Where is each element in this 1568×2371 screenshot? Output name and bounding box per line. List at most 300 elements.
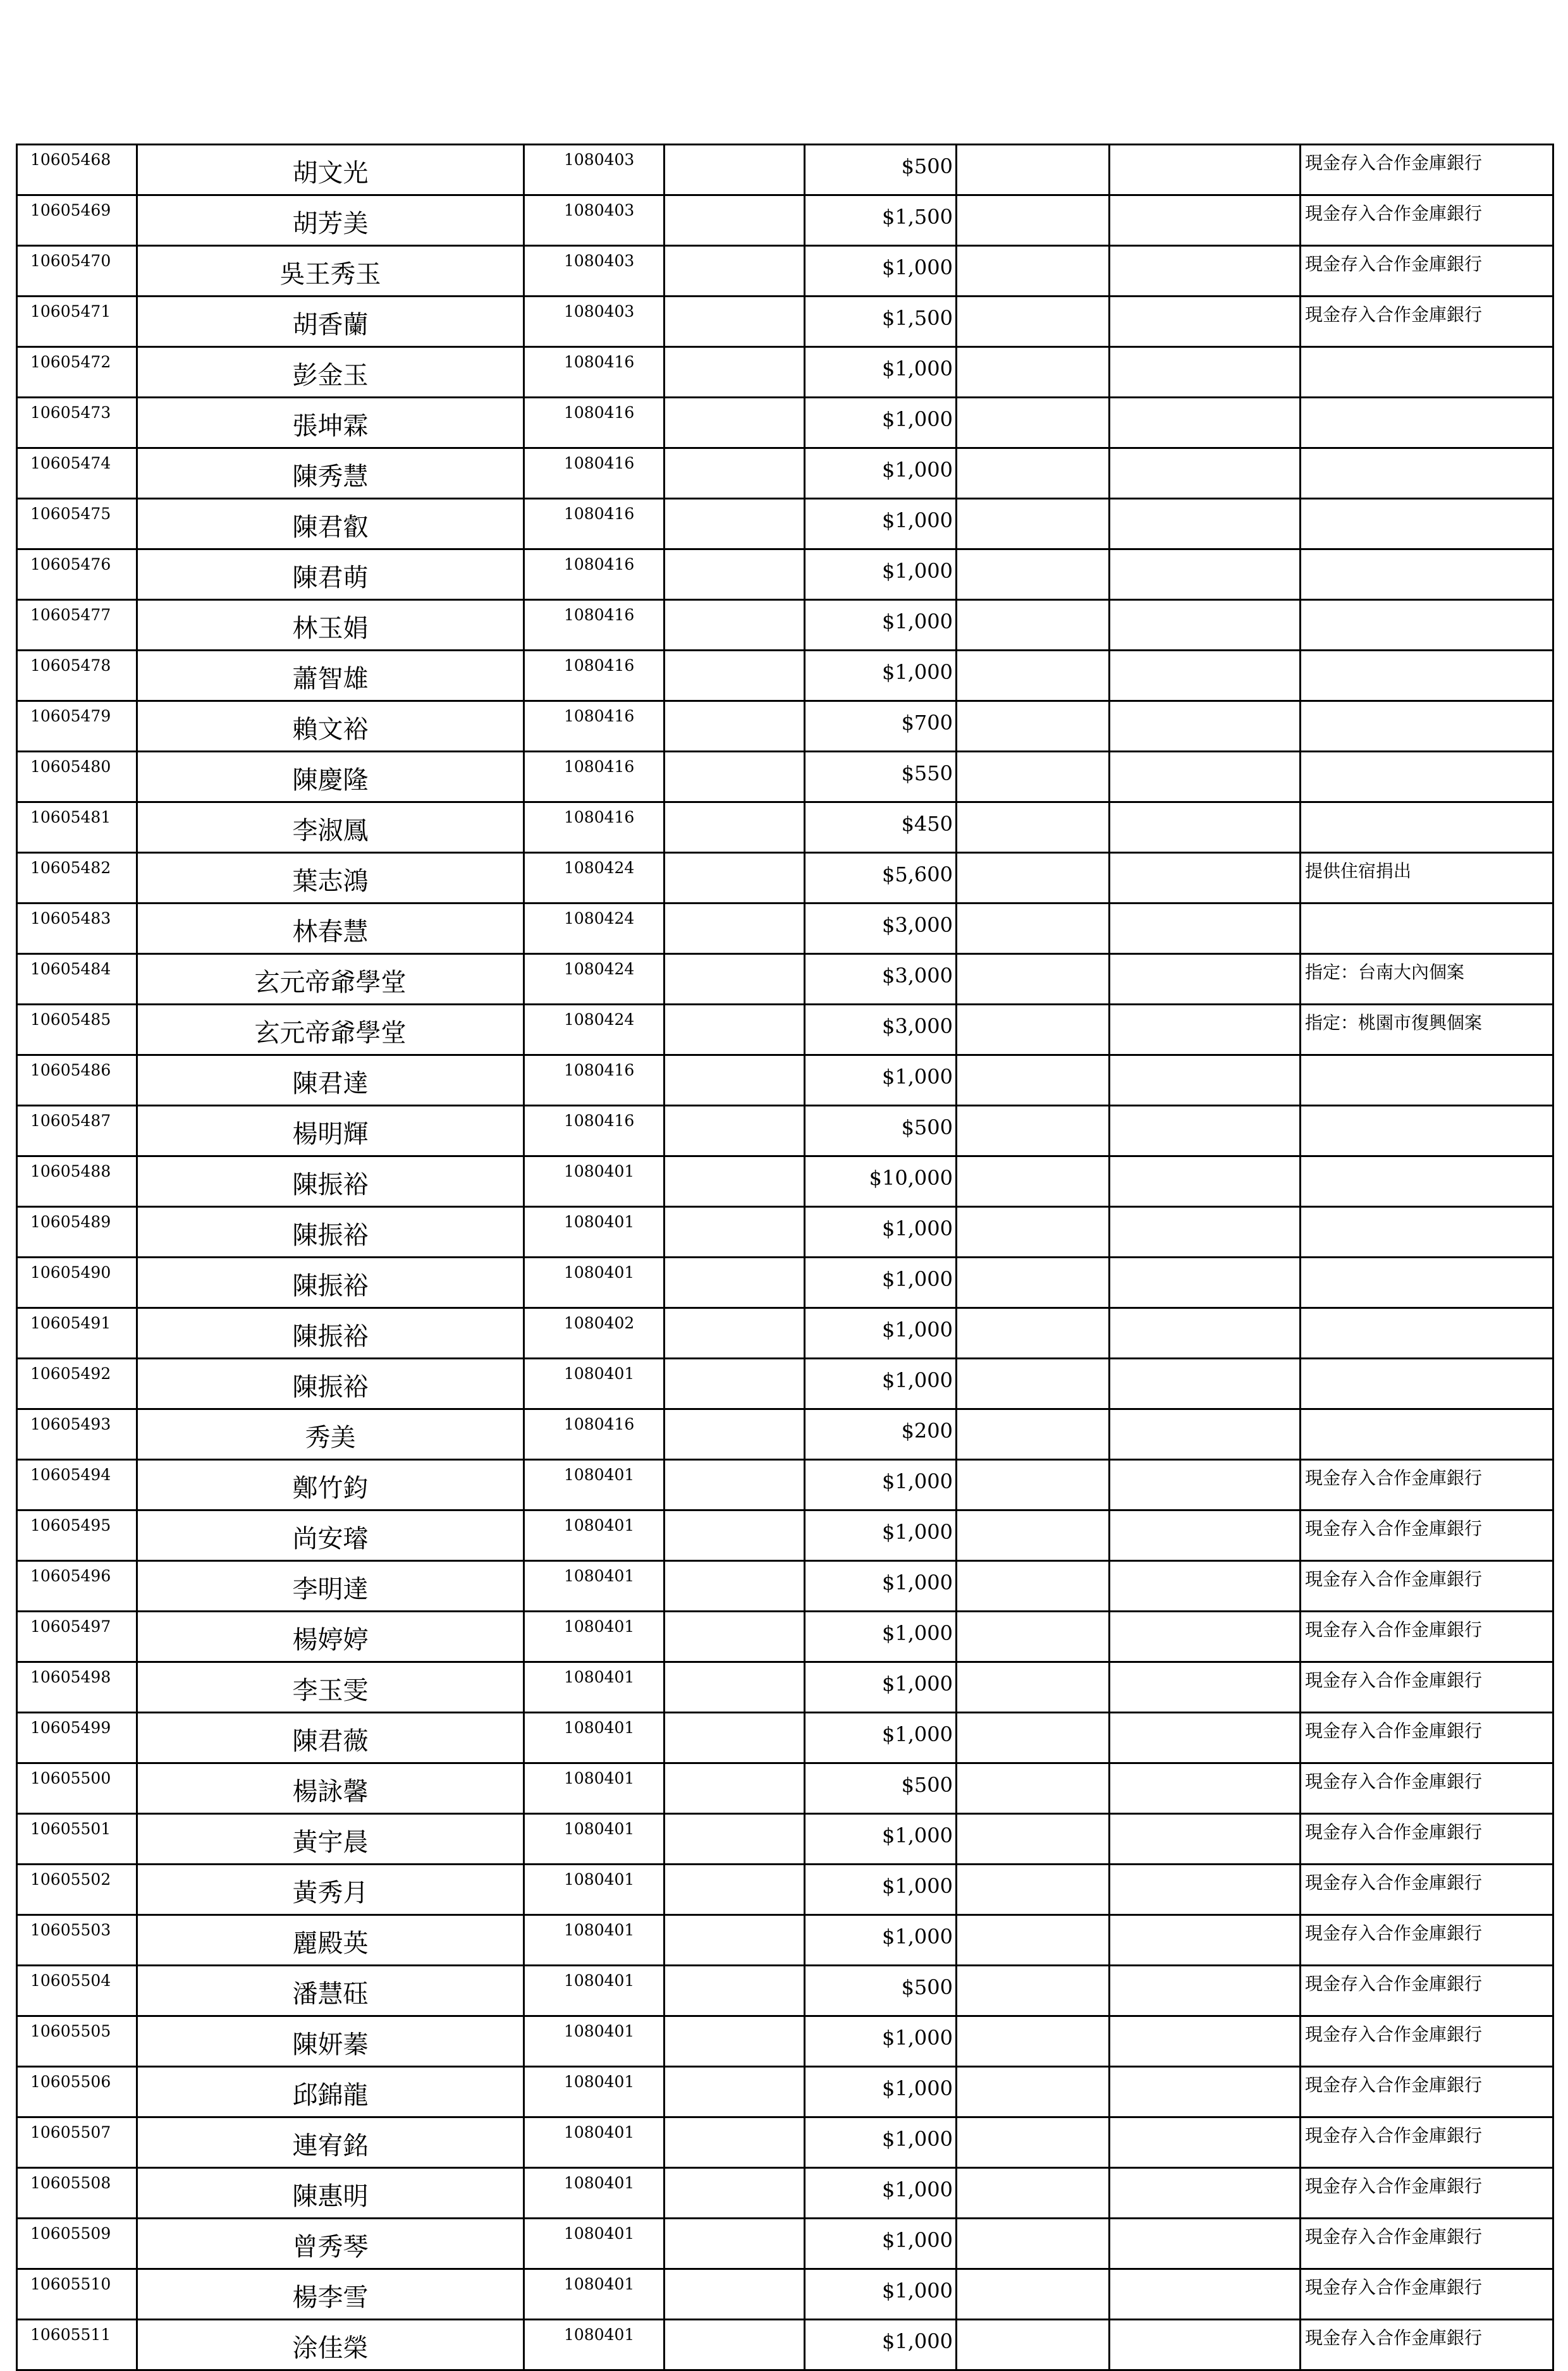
amount-cell: $1,000 [805, 2269, 957, 2320]
blank-cell [957, 2067, 1110, 2117]
donor-name-cell: 黃秀月 [137, 1865, 524, 1915]
blank-cell [957, 1814, 1110, 1865]
table-row [17, 1460, 1553, 1510]
date-cell: 1080416 [524, 1409, 665, 1460]
table-row [17, 145, 1553, 195]
ledger-body [17, 145, 1553, 2370]
date-cell: 1080424 [524, 1005, 665, 1055]
date-cell: 1080416 [524, 600, 665, 651]
date-cell: 1080401 [524, 1207, 665, 1258]
date-cell: 1080401 [524, 1561, 665, 1612]
remark-cell: 現金存入合作金庫銀行 [1301, 1966, 1553, 2016]
remark-cell [1301, 701, 1553, 752]
blank-cell [957, 1409, 1110, 1460]
blank-cell [957, 1359, 1110, 1409]
blank-cell [1110, 1763, 1301, 1814]
donor-name-cell: 賴文裕 [137, 701, 524, 752]
donor-name-cell: 陳振裕 [137, 1258, 524, 1308]
remark-cell [1301, 1156, 1553, 1207]
table-row [17, 1966, 1553, 2016]
receipt-number-cell: 10605489 [17, 1207, 137, 1258]
date-cell: 1080401 [524, 1612, 665, 1662]
date-cell: 1080403 [524, 195, 665, 246]
receipt-number-cell: 10605494 [17, 1460, 137, 1510]
blank-cell [1110, 2067, 1301, 2117]
blank-cell [665, 448, 805, 499]
receipt-number-cell: 10605511 [17, 2320, 137, 2370]
blank-cell [1110, 2269, 1301, 2320]
remark-cell: 現金存入合作金庫銀行 [1301, 2269, 1553, 2320]
receipt-number-cell: 10605504 [17, 1966, 137, 2016]
blank-cell [957, 701, 1110, 752]
blank-cell [1110, 1814, 1301, 1865]
blank-cell [665, 1258, 805, 1308]
amount-cell: $3,000 [805, 1005, 957, 1055]
blank-cell [665, 954, 805, 1005]
date-cell: 1080403 [524, 246, 665, 297]
receipt-number-cell: 10605478 [17, 651, 137, 701]
blank-cell [957, 448, 1110, 499]
blank-cell [665, 2320, 805, 2370]
receipt-number-cell: 10605470 [17, 246, 137, 297]
receipt-number-cell: 10605469 [17, 195, 137, 246]
receipt-number-cell: 10605506 [17, 2067, 137, 2117]
blank-cell [665, 1966, 805, 2016]
blank-cell [1110, 1460, 1301, 1510]
table-row [17, 1156, 1553, 1207]
donor-name-cell: 李玉雯 [137, 1662, 524, 1713]
remark-cell: 現金存入合作金庫銀行 [1301, 2219, 1553, 2269]
receipt-number-cell: 10605499 [17, 1713, 137, 1763]
date-cell: 1080416 [524, 802, 665, 853]
remark-cell: 現金存入合作金庫銀行 [1301, 2117, 1553, 2168]
blank-cell [957, 1662, 1110, 1713]
remark-cell [1301, 448, 1553, 499]
blank-cell [665, 1915, 805, 1966]
donor-name-cell: 楊詠馨 [137, 1763, 524, 1814]
blank-cell [1110, 448, 1301, 499]
table-row [17, 499, 1553, 549]
date-cell: 1080402 [524, 1308, 665, 1359]
blank-cell [1110, 1915, 1301, 1966]
receipt-number-cell: 10605508 [17, 2168, 137, 2219]
table-row [17, 1662, 1553, 1713]
table-row [17, 1763, 1553, 1814]
blank-cell [665, 1612, 805, 1662]
blank-cell [1110, 2016, 1301, 2067]
blank-cell [1110, 2320, 1301, 2370]
donor-name-cell: 胡香蘭 [137, 297, 524, 347]
blank-cell [665, 2067, 805, 2117]
amount-cell: $1,000 [805, 1865, 957, 1915]
receipt-number-cell: 10605490 [17, 1258, 137, 1308]
table-row [17, 2117, 1553, 2168]
table-row [17, 1915, 1553, 1966]
blank-cell [957, 752, 1110, 802]
blank-cell [665, 1207, 805, 1258]
receipt-number-cell: 10605491 [17, 1308, 137, 1359]
amount-cell: $1,500 [805, 195, 957, 246]
donor-name-cell: 陳君萌 [137, 549, 524, 600]
blank-cell [1110, 954, 1301, 1005]
remark-cell [1301, 1308, 1553, 1359]
blank-cell [957, 1713, 1110, 1763]
amount-cell: $1,000 [805, 2168, 957, 2219]
donor-name-cell: 尚安璿 [137, 1510, 524, 1561]
blank-cell [957, 347, 1110, 398]
blank-cell [1110, 853, 1301, 904]
table-row [17, 246, 1553, 297]
donor-name-cell: 陳振裕 [137, 1207, 524, 1258]
table-row [17, 651, 1553, 701]
donor-name-cell: 林玉娟 [137, 600, 524, 651]
date-cell: 1080424 [524, 853, 665, 904]
remark-cell: 現金存入合作金庫銀行 [1301, 1814, 1553, 1865]
date-cell: 1080401 [524, 2117, 665, 2168]
amount-cell: $1,000 [805, 1713, 957, 1763]
blank-cell [1110, 1106, 1301, 1156]
donor-name-cell: 鄭竹鈞 [137, 1460, 524, 1510]
blank-cell [665, 2168, 805, 2219]
amount-cell: $1,000 [805, 1510, 957, 1561]
blank-cell [957, 1308, 1110, 1359]
donor-name-cell: 楊婷婷 [137, 1612, 524, 1662]
amount-cell: $500 [805, 1763, 957, 1814]
blank-cell [665, 2269, 805, 2320]
table-row [17, 1561, 1553, 1612]
remark-cell: 指定：桃園市復興個案 [1301, 1005, 1553, 1055]
blank-cell [957, 1612, 1110, 1662]
remark-cell [1301, 347, 1553, 398]
amount-cell: $1,000 [805, 549, 957, 600]
amount-cell: $1,000 [805, 2016, 957, 2067]
donor-name-cell: 陳振裕 [137, 1308, 524, 1359]
remark-cell [1301, 1258, 1553, 1308]
date-cell: 1080416 [524, 752, 665, 802]
receipt-number-cell: 10605496 [17, 1561, 137, 1612]
donor-name-cell: 邱錦龍 [137, 2067, 524, 2117]
donor-name-cell: 潘慧砡 [137, 1966, 524, 2016]
donor-name-cell: 蕭智雄 [137, 651, 524, 701]
date-cell: 1080401 [524, 1156, 665, 1207]
blank-cell [665, 1561, 805, 1612]
blank-cell [957, 1561, 1110, 1612]
date-cell: 1080401 [524, 2016, 665, 2067]
remark-cell [1301, 1359, 1553, 1409]
date-cell: 1080401 [524, 1713, 665, 1763]
date-cell: 1080424 [524, 904, 665, 954]
receipt-number-cell: 10605507 [17, 2117, 137, 2168]
date-cell: 1080401 [524, 1865, 665, 1915]
blank-cell [957, 1966, 1110, 2016]
table-row [17, 2219, 1553, 2269]
table-row [17, 954, 1553, 1005]
blank-cell [1110, 1055, 1301, 1106]
blank-cell [957, 1106, 1110, 1156]
date-cell: 1080401 [524, 2067, 665, 2117]
receipt-number-cell: 10605509 [17, 2219, 137, 2269]
blank-cell [665, 904, 805, 954]
blank-cell [1110, 600, 1301, 651]
receipt-number-cell: 10605505 [17, 2016, 137, 2067]
blank-cell [665, 802, 805, 853]
blank-cell [665, 2219, 805, 2269]
remark-cell: 現金存入合作金庫銀行 [1301, 1763, 1553, 1814]
receipt-number-cell: 10605474 [17, 448, 137, 499]
table-row [17, 1005, 1553, 1055]
blank-cell [665, 600, 805, 651]
blank-cell [1110, 904, 1301, 954]
blank-cell [665, 145, 805, 195]
remark-cell [1301, 802, 1553, 853]
blank-cell [957, 1460, 1110, 1510]
table-row [17, 297, 1553, 347]
blank-cell [1110, 752, 1301, 802]
receipt-number-cell: 10605501 [17, 1814, 137, 1865]
remark-cell: 現金存入合作金庫銀行 [1301, 1865, 1553, 1915]
blank-cell [1110, 701, 1301, 752]
blank-cell [665, 2016, 805, 2067]
blank-cell [957, 1055, 1110, 1106]
remark-cell: 現金存入合作金庫銀行 [1301, 246, 1553, 297]
blank-cell [957, 398, 1110, 448]
amount-cell: $10,000 [805, 1156, 957, 1207]
date-cell: 1080403 [524, 297, 665, 347]
remark-cell: 指定：台南大內個案 [1301, 954, 1553, 1005]
blank-cell [665, 1106, 805, 1156]
date-cell: 1080401 [524, 1763, 665, 1814]
blank-cell [665, 1409, 805, 1460]
donor-name-cell: 胡文光 [137, 145, 524, 195]
receipt-number-cell: 10605482 [17, 853, 137, 904]
receipt-number-cell: 10605510 [17, 2269, 137, 2320]
blank-cell [665, 1510, 805, 1561]
blank-cell [957, 246, 1110, 297]
amount-cell: $1,000 [805, 1308, 957, 1359]
receipt-number-cell: 10605472 [17, 347, 137, 398]
date-cell: 1080403 [524, 145, 665, 195]
table-row [17, 1258, 1553, 1308]
remark-cell: 現金存入合作金庫銀行 [1301, 2016, 1553, 2067]
receipt-number-cell: 10605473 [17, 398, 137, 448]
receipt-number-cell: 10605487 [17, 1106, 137, 1156]
receipt-number-cell: 10605493 [17, 1409, 137, 1460]
date-cell: 1080416 [524, 1106, 665, 1156]
table-row [17, 549, 1553, 600]
blank-cell [957, 2269, 1110, 2320]
donor-name-cell: 玄元帝爺學堂 [137, 1005, 524, 1055]
blank-cell [665, 1359, 805, 1409]
amount-cell: $1,000 [805, 398, 957, 448]
blank-cell [665, 1865, 805, 1915]
donor-name-cell: 陳慶隆 [137, 752, 524, 802]
table-row [17, 1409, 1553, 1460]
donor-name-cell: 陳惠明 [137, 2168, 524, 2219]
date-cell: 1080401 [524, 1662, 665, 1713]
date-cell: 1080401 [524, 1460, 665, 1510]
receipt-number-cell: 10605492 [17, 1359, 137, 1409]
donor-name-cell: 李明達 [137, 1561, 524, 1612]
donor-name-cell: 曾秀琴 [137, 2219, 524, 2269]
blank-cell [1110, 651, 1301, 701]
blank-cell [665, 1055, 805, 1106]
table-row [17, 802, 1553, 853]
blank-cell [1110, 1005, 1301, 1055]
table-row [17, 2016, 1553, 2067]
table-row [17, 1713, 1553, 1763]
blank-cell [957, 1510, 1110, 1561]
remark-cell: 現金存入合作金庫銀行 [1301, 1561, 1553, 1612]
donor-name-cell: 麗殿英 [137, 1915, 524, 1966]
blank-cell [957, 499, 1110, 549]
table-row [17, 2269, 1553, 2320]
amount-cell: $1,000 [805, 1915, 957, 1966]
table-row [17, 398, 1553, 448]
date-cell: 1080401 [524, 2168, 665, 2219]
table-row [17, 853, 1553, 904]
donation-ledger-table [16, 144, 1554, 2371]
blank-cell [957, 1763, 1110, 1814]
blank-cell [665, 1814, 805, 1865]
blank-cell [957, 2320, 1110, 2370]
remark-cell [1301, 752, 1553, 802]
blank-cell [1110, 347, 1301, 398]
blank-cell [1110, 145, 1301, 195]
blank-cell [665, 2117, 805, 2168]
receipt-number-cell: 10605483 [17, 904, 137, 954]
donor-name-cell: 陳君薇 [137, 1713, 524, 1763]
date-cell: 1080401 [524, 1258, 665, 1308]
blank-cell [665, 701, 805, 752]
table-row [17, 2067, 1553, 2117]
blank-cell [1110, 549, 1301, 600]
amount-cell: $3,000 [805, 904, 957, 954]
receipt-number-cell: 10605503 [17, 1915, 137, 1966]
remark-cell [1301, 1106, 1553, 1156]
date-cell: 1080401 [524, 1359, 665, 1409]
amount-cell: $1,000 [805, 1561, 957, 1612]
blank-cell [1110, 1359, 1301, 1409]
amount-cell: $1,500 [805, 297, 957, 347]
remark-cell: 現金存入合作金庫銀行 [1301, 195, 1553, 246]
blank-cell [957, 651, 1110, 701]
table-row [17, 600, 1553, 651]
receipt-number-cell: 10605500 [17, 1763, 137, 1814]
blank-cell [665, 297, 805, 347]
blank-cell [1110, 802, 1301, 853]
receipt-number-cell: 10605497 [17, 1612, 137, 1662]
blank-cell [957, 954, 1110, 1005]
amount-cell: $550 [805, 752, 957, 802]
donor-name-cell: 陳妍蓁 [137, 2016, 524, 2067]
date-cell: 1080401 [524, 2219, 665, 2269]
amount-cell: $1,000 [805, 1662, 957, 1713]
amount-cell: $1,000 [805, 2219, 957, 2269]
remark-cell: 現金存入合作金庫銀行 [1301, 145, 1553, 195]
amount-cell: $1,000 [805, 1207, 957, 1258]
blank-cell [665, 651, 805, 701]
amount-cell: $1,000 [805, 651, 957, 701]
blank-cell [1110, 1713, 1301, 1763]
blank-cell [1110, 499, 1301, 549]
table-row [17, 1510, 1553, 1561]
blank-cell [1110, 1409, 1301, 1460]
blank-cell [665, 1005, 805, 1055]
remark-cell: 現金存入合作金庫銀行 [1301, 1510, 1553, 1561]
table-row [17, 1055, 1553, 1106]
remark-cell: 現金存入合作金庫銀行 [1301, 2168, 1553, 2219]
blank-cell [957, 1865, 1110, 1915]
date-cell: 1080416 [524, 499, 665, 549]
blank-cell [1110, 1966, 1301, 2016]
blank-cell [665, 246, 805, 297]
blank-cell [957, 549, 1110, 600]
date-cell: 1080416 [524, 448, 665, 499]
remark-cell [1301, 1409, 1553, 1460]
receipt-number-cell: 10605488 [17, 1156, 137, 1207]
donor-name-cell: 彭金玉 [137, 347, 524, 398]
blank-cell [957, 1207, 1110, 1258]
table-row [17, 1865, 1553, 1915]
amount-cell: $1,000 [805, 1814, 957, 1865]
blank-cell [957, 802, 1110, 853]
blank-cell [1110, 297, 1301, 347]
date-cell: 1080401 [524, 1510, 665, 1561]
date-cell: 1080416 [524, 398, 665, 448]
remark-cell [1301, 651, 1553, 701]
donor-name-cell: 陳振裕 [137, 1359, 524, 1409]
remark-cell [1301, 499, 1553, 549]
donor-name-cell: 林春慧 [137, 904, 524, 954]
receipt-number-cell: 10605480 [17, 752, 137, 802]
amount-cell: $200 [805, 1409, 957, 1460]
table-row [17, 1814, 1553, 1865]
receipt-number-cell: 10605476 [17, 549, 137, 600]
donor-name-cell: 玄元帝爺學堂 [137, 954, 524, 1005]
blank-cell [1110, 2117, 1301, 2168]
amount-cell: $1,000 [805, 2117, 957, 2168]
blank-cell [957, 1915, 1110, 1966]
receipt-number-cell: 10605468 [17, 145, 137, 195]
donor-name-cell: 涂佳榮 [137, 2320, 524, 2370]
blank-cell [1110, 1156, 1301, 1207]
amount-cell: $1,000 [805, 499, 957, 549]
amount-cell: $500 [805, 1106, 957, 1156]
amount-cell: $1,000 [805, 1258, 957, 1308]
remark-cell: 提供住宿捐出 [1301, 853, 1553, 904]
blank-cell [1110, 1612, 1301, 1662]
amount-cell: $1,000 [805, 1359, 957, 1409]
blank-cell [957, 600, 1110, 651]
remark-cell [1301, 549, 1553, 600]
table-row [17, 347, 1553, 398]
receipt-number-cell: 10605475 [17, 499, 137, 549]
blank-cell [957, 1156, 1110, 1207]
blank-cell [665, 752, 805, 802]
donor-name-cell: 李淑鳳 [137, 802, 524, 853]
table-row [17, 195, 1553, 246]
remark-cell: 現金存入合作金庫銀行 [1301, 1713, 1553, 1763]
date-cell: 1080424 [524, 954, 665, 1005]
blank-cell [665, 499, 805, 549]
donor-name-cell: 張坤霖 [137, 398, 524, 448]
blank-cell [957, 2219, 1110, 2269]
blank-cell [957, 904, 1110, 954]
receipt-number-cell: 10605471 [17, 297, 137, 347]
remark-cell [1301, 398, 1553, 448]
remark-cell: 現金存入合作金庫銀行 [1301, 1612, 1553, 1662]
blank-cell [1110, 1308, 1301, 1359]
